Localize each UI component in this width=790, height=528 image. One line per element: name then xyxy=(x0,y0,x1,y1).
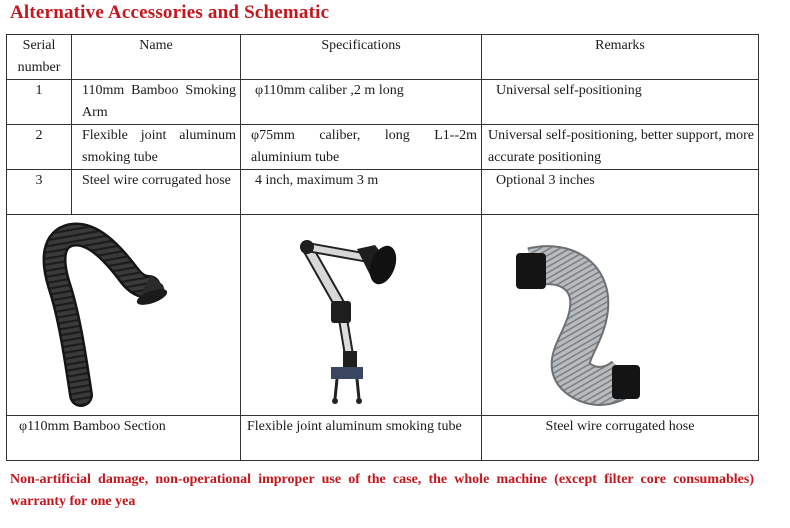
caption-aluminum: Flexible joint aluminum smoking tube xyxy=(241,416,482,461)
row-remarks: Universal self-positioning xyxy=(482,80,759,125)
page-title: Alternative Accessories and Schematic xyxy=(10,2,330,23)
caption-hose: Steel wire corrugated hose xyxy=(482,416,759,461)
row-name: Flexible joint aluminum smoking tube xyxy=(72,125,241,170)
row-specs: φ75mm caliber, long L1--2m aluminium tube xyxy=(241,125,482,170)
bamboo-arm-image xyxy=(11,215,245,415)
corrugated-hose-image-cell xyxy=(482,215,759,416)
aluminum-arm-image xyxy=(245,215,486,415)
row-specs: φ110mm caliber ,2 m long xyxy=(241,80,482,125)
corrugated-hose-image xyxy=(486,215,763,415)
header-specs: Specifications xyxy=(241,35,482,80)
caption-row xyxy=(7,416,759,461)
row-name: Steel wire corrugated hose xyxy=(72,170,241,215)
image-row xyxy=(7,215,759,416)
row-name: 110mm Bamboo Smoking Arm xyxy=(72,80,241,125)
table-row xyxy=(7,170,759,215)
row-remarks: Universal self-positioning, better support, more accurate positioning xyxy=(482,125,759,170)
row-serial: 3 xyxy=(7,170,72,215)
aluminum-arm-image-cell xyxy=(241,215,482,416)
row-remarks: Optional 3 inches xyxy=(482,170,759,215)
row-serial: 1 xyxy=(7,80,72,125)
row-specs: 4 inch, maximum 3 m xyxy=(241,170,482,215)
table-row xyxy=(7,80,759,125)
header-remarks: Remarks xyxy=(482,35,759,80)
table-row xyxy=(7,125,759,170)
header-serial: Serial number xyxy=(7,35,72,80)
warranty-note: Non-artificial damage, non-operational improper use of the case, the whole machine (except filter core consumables) warranty for one yea xyxy=(10,472,754,509)
caption-bamboo: φ110mm Bamboo Section xyxy=(7,416,241,461)
bamboo-arm-image-cell xyxy=(7,215,241,416)
accessories-table xyxy=(6,34,759,461)
header-name: Name xyxy=(72,35,241,80)
table-header-row xyxy=(7,35,759,80)
row-serial: 2 xyxy=(7,125,72,170)
